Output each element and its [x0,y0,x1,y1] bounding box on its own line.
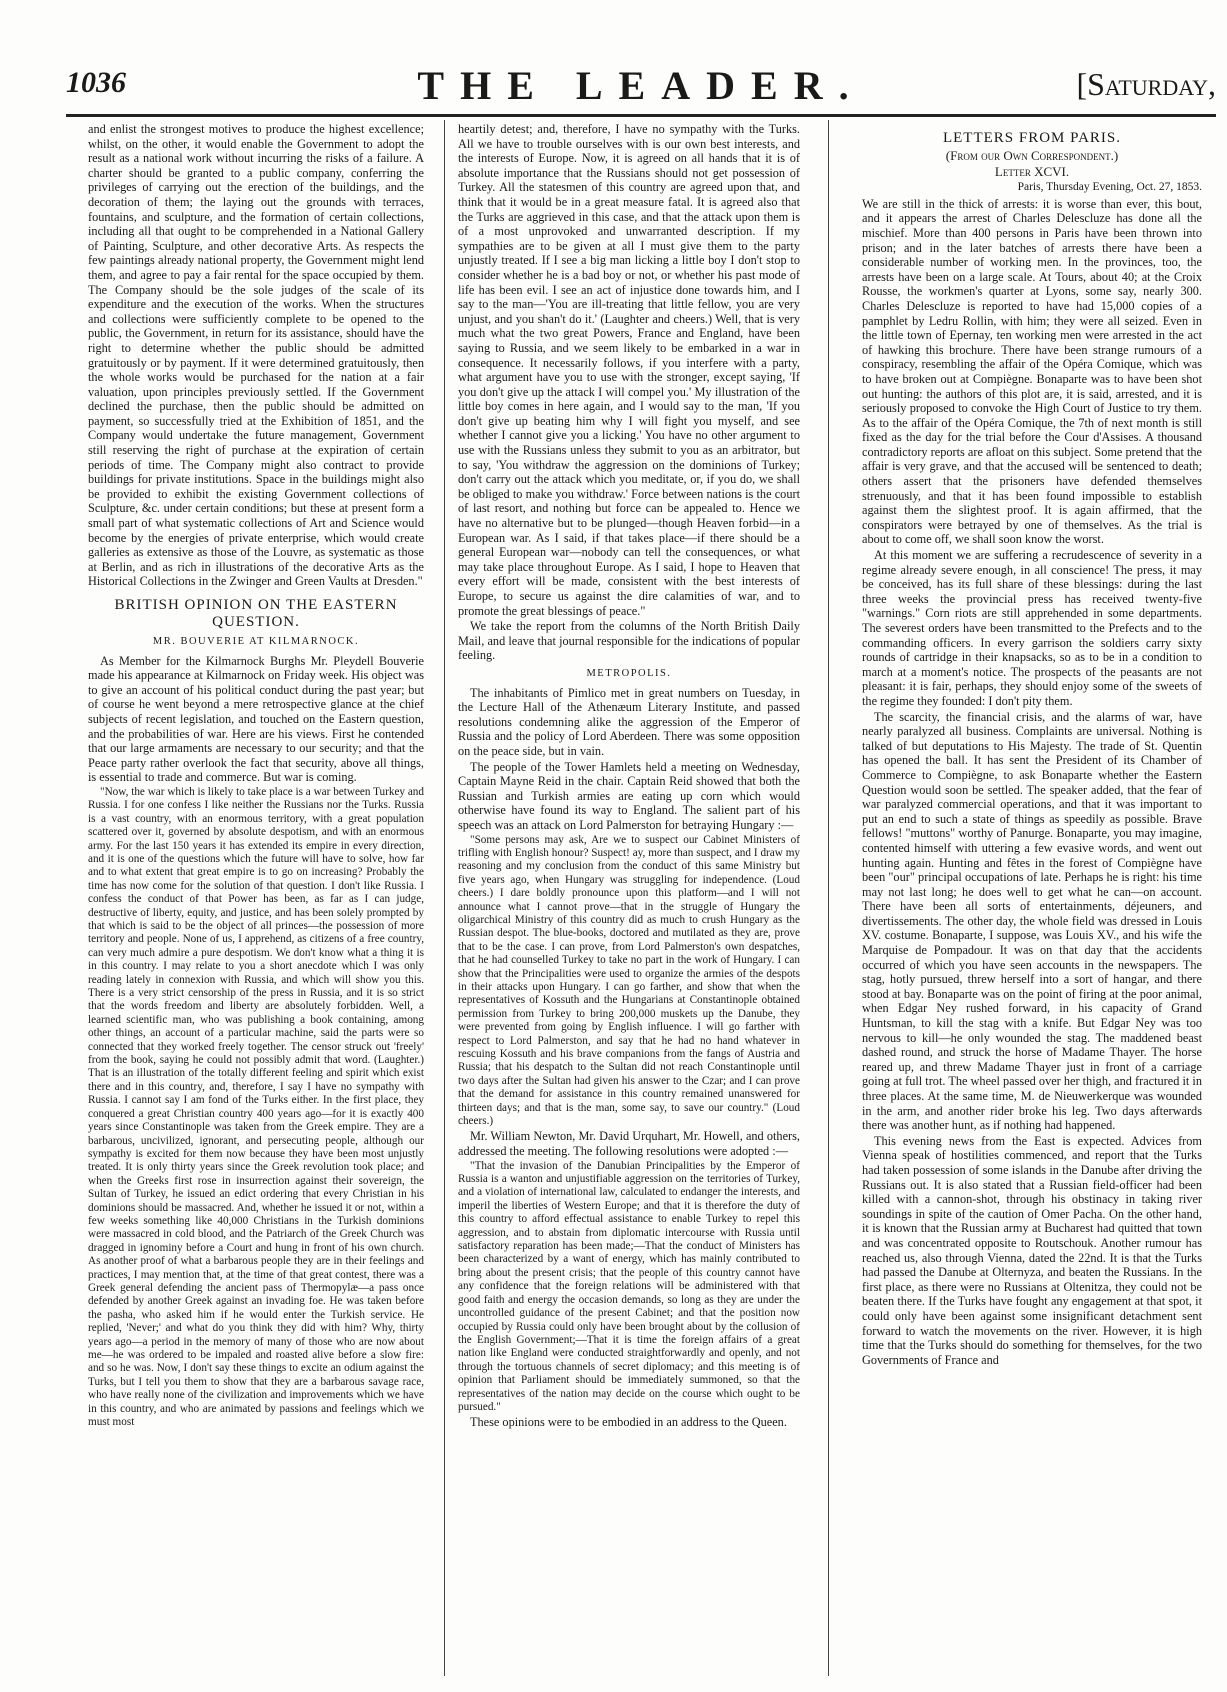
quoted-speech: "Some persons may ask, Are we to suspect our Cabinet Ministers of trifling with English honour? Suspect! ay, more than suspect, and I draw my reasoning and my conclusion from the conduct of this same Ministry but five years ago, when Hungary was struggling for independence. (Loud cheers.) I dare boldly pronounce upon this platform—and I will not announce what I cannot prove—that in the struggle of Hungary the oligarchical Ministry of this country did as much to crush Hungary as the Russian despot. The blue-books, doctored and mutilated as they are, prove that to be the case. I can prove, from Lord Palmerston's own despatches, that he had counselled Turkey to take no part in the work of Hungary. I can show that the Principalities were used to organize the armies of the despots in their attacks upon Hungary. I can go farther, and show that when the representatives of Kossuth and the Hungarians at Constantinople obtained permission from Turkey to bring 200,000 muskets up the Danube, they were prevented from going by English influence. I will go farther with respect to Lord Palmerston, and say that he had no hand whatever in rescuing Kossuth and his brave companions from the fangs of Austria and Russia; that his despatch to the Sultan did not reach Constantinople until two days after the Sultan had given his answer to the Czar; and I can prove that the demand for assistance in this country remained unanswered for thirteen days; and that is the man, some say, to save our country." (Loud cheers.) [458,833,800,1128]
article-paragraph: heartily detest; and, therefore, I have no sympathy with the Turks. All we have to trouble ourselves with is our own best interests, and the interests of Europe. Now, it is agreed on all hands that it is of absolute importance that the Russians should not get possession of Turkey. All the statesmen of this country are agreed upon that, and think that it would be in a great measure fatal. It is agreed also that the Turks are aggrieved in this case, and that the attack upon them is of a most unprovoked and unwarranted description. If my sympathies are to be given at all I must give them to the party unjustly treated. If I see a big man licking a little boy I don't stop to consider whether he is a bad boy or not, or whether his past mode of life has been evil. I see an act of injustice done towards him, and I say to the man—'You are ill-treating that little fellow, you are very unjust, and you shan't do it.' (Laughter and cheers.) Well, that is very much what the two great Powers, France and England, have been saying to Russia, and we seem likely to be embarked in a war in consequence. It necessarily follows, if you interfere with a party, what argument have you to use with the stronger, except saying, 'If you don't give up the attack I will compel you.' My illustration of the little boy comes in here again, and I would say to the man, 'If you don't give up beating him why I will fight you myself, and see whether I cannot give you a licking.' You have no other argument to use with the Russians unless they submit to you as an arbitrator, but to say, 'You withdraw the aggression on the dominions of Turkey; don't carry out the attack which you meditate, or, if you do, we shall be obliged to make you withdraw.' Force between nations is the court of last resort, and nothing but force can be appealed to. Hence we have no alternative but to be plunged—though Heaven forbid—in a European war. As I said, if that takes place—if there should be a general European war—nobody can tell the consequences, or what may take place throughout Europe. As I said, I hope to Heaven that every effort will be made, consistent with the best interests of Europe, to secure us against the dire calamities of war, and to promote the great blessings of peace." [458,122,800,618]
article-paragraph: and enlist the strongest motives to produce the highest excellence; whilst, on the other, it would enable the Government to adopt the result as a national work without incurring the risks of a failure. A charter should be granted to a public company, conferring the privileges of carrying out the erection of the buildings, and the decoration of them; the laying out the grounds with terraces, fountains, and sculpture, and the formation of certain collections, including all that ought to be comprehended in a National Gallery of Painting, Sculpture, and other decorative Arts. As respects the few paintings already national property, the Government might lend them, and agree to pay a fair rental for the space occupied by them. The Company should be the sole judges of the scale of its expenditure and the execution of the works. When the structures and collections were sufficiently complete to be opened to the public, the Government, in return for its assistance, should have the right to determine whether the public should be admitted gratuitously or by payment. If it were determined gratuitously, then the whole works would be purchased for the nation at a fair valuation, upon principles previously settled. If the Government declined the purchase, then the public should be admitted on payment, so successfully tried at the Exhibition of 1851, and the Company would undertake the future management, Government still reserving the right of purchase at the expiration of certain periods of time. The Company might also contract to provide buildings for private institutions. Space in the buildings might also be provided to exhibit the existing Government collections of Sculpture, &c. under certain conditions; but these at present form a small part of what systematic collections of Art and Science would become by the energies of private enterprise, which would create galleries as extensive as those of the Louvre, as systematic as those at Berlin, and as rich in illustrations of the decorative Arts as the Historical Collections in the Zwinger and Green Vaults at Dresden." [88,122,424,589]
article-paragraph: The inhabitants of Pimlico met in great numbers on Tuesday, in the Lecture Hall of the Athenæum Literary Institute, and passed resolutions condemning alike the aggression of the Emperor of Russia and the policy of Lord Aberdeen. There was some opposition on the peace side, but in vain. [458,685,800,758]
column-middle [458,122,800,1652]
masthead [66,62,1216,110]
article-paragraph: This evening news from the East is expected. Advices from Vienna speak of hostilities commenced, and report that the Turks had taken possession of some islands in the Danube after driving the Russians out. It is also stated that a Russian field-officer had been killed with a cannon-shot, through his obstinacy in taking river soundings in spite of the caution of Omer Pacha. On the other hand, it is known that the Russian army at Bucharest had quitted that town and was concentrated opposite to Routschouk. Another rumour has reached us, also through Vienna, dated the 22nd. It is that the Turks had passed the Danube at Olternyza, and beaten the Russians. In the first place, as there were no Russians at Oltenitza, they could not be beaten there. If the Turks have fought any engagement at that spot, it could only have been against some insignificant detachment sent forward to watch the movements on the river. However, it is high time that the Turks should do something for themselves, for the two Governments of France and [862,1133,1202,1367]
paper-title: THE LEADER. [417,63,865,108]
section-heading: METROPOLIS. [586,667,672,679]
article-paragraph: As Member for the Kilmarnock Burghs Mr. Pleydell Bouverie made his appearance at Kilmarnock on Friday week. His object was to give an account of his political conduct during the past year; but of course he went beyond a mere retrospective glance at the chief subjects of recent legislation, and touched on the Eastern question, and the probabilities of war. Here are his views. First he contended that our large armaments are necessary to our security; and that the Peace party rather overlook the fact that security, above all things, is essential to trade and commerce. But war is coming. [88,653,424,785]
page-number: 1036 [66,66,126,99]
column-right [862,122,1202,1652]
article-paragraph: Mr. William Newton, Mr. David Urquhart, Mr. Howell, and others, addressed the meeting. The following resolutions were adopted :— [458,1129,800,1159]
column-divider [444,120,445,1676]
letter-number: Letter XCVI. [994,163,1070,179]
correspondent-line: (From our Own Correspondent.) [945,148,1119,163]
article-paragraph: We take the report from the columns of the North British Daily Mail, and leave that journal responsible for the indications of popular feeling. [458,619,800,663]
section-heading: LETTERS FROM PARIS. [942,130,1122,146]
column-divider [828,120,829,1676]
column-left [88,122,424,1652]
article-paragraph: The scarcity, the financial crisis, and the alarms of war, have nearly paralyzed all business. Complaints are universal. Nothing is talked of but deputations to His Majesty. The trade of St. Quentin has opened the ball. It has sent the President of its Chamber of Commerce to Compiègne, to ask Bonaparte whether the Eastern Question would soon be settled. The speaker added, that the fear of war paralyzed commercial operations, and that it was important to put an end to such a state of things as speedily as possible. Brave fellows! "muttons" worthy of Panurge. Bonaparte, you may imagine, contented himself with uttering a few evasive words, and went out hunting again. Hunting and fêtes in the forest of Compiègne have been "our" principal occupations of late. Perhaps he is right: his time may not last long; he does well to get what he can—on account. There have been all sorts of entertainments, déjeuners, and divertissements. The other day, the whole field was dressed in Louis XV. costume. Bonaparte, I suppose, was Louis XV., and his wife the Marquise de Pompadour. It was on that day that the accidents occurred of which you have seen accounts in the newspapers. The stag, hotly pursued, threw herself into a sort of hangar, and there stood at bay. Bonaparte was on the point of firing at the poor animal, when Edgar Ney rushed forward, in his capacity of Grand Huntsman, to kill the stag with a knife. But Edgar Ney was too nervous to kill—he only wounded the stag. The maddened beast dashed round, and struck the horse of Madame Thayer. The horse reared up, and threw Madame Thayer just in front of a carriage going at full trot. The wheel passed over her thigh, and fractured it in three places. At the same time, M. de Nieuwerkerque was wounded in the arm, and another rider broke his leg. Two days afterwards there was another hunt, as if nothing had happened. [862,709,1202,1133]
article-paragraph: We are still in the thick of arrests: it is worse than ever, this bout, and it appears the arrest of Charles Delescluze has done all the mischief. More than 400 persons in Paris have been thrown into prison; and in the later batches of arrests there have been a considerable number of working men. In the provinces, too, the arrests have been on a large scale. At Tours, about 40; at the Croix Rousse, the workmen's quarter at Lyons, some say, nearly 300. Charles Delescluze is reported to have had 15,000 copies of a pamphlet by Ledru Rollin, with him; they were all seized. Even in the little town of Epernay, ten working men were arrested in the act of hawking this brochure. There have been strange rumours of a conspiracy, resembling the affair of the Opéra Comique, which was to have broken out at Compiègne. Bonaparte was to have been shot out hunting: the authors of this plot are, it is said, arrested, and it is seriously proposed to convoke the High Court of Justice to try them. As to the affair of the Opéra Comique, the 7th of next month is still fixed as the day for the trial before the Cour d'Assises. A thousand contradictory reports are afloat on this subject. Some pretend that the affair is very grave, and that the accused will be sentenced to death; others assert that the prisoners have defended themselves strenuously, and that it has been found impossible to establish against them the slightest proof. It is again affirmed, that the conspirators were betrayed by one of themselves. As the trial is about to come off, we shall soon know the worst. [862,196,1202,547]
quoted-speech: "Now, the war which is likely to take place is a war between Turkey and Russia. I for one confess I like neither the Russians nor the Turks. Russia is a vast country, with an enormous territory, with a great population scattered over it, governed by absolute despotism, and with an enormous army. For the last 150 years it has extended its empire in every direction, and it is one of the questions which the future will have to solve, how far and to what extent that great empire is to go on increasing? Probably the time has now come for the solution of that question. I don't like Russia. I confess the conduct of that Power has been, as far as I can judge, destructive of liberty, equity, and justice, and has been solely prompted by that which is said to be the object of all princes—the possession of more territory and people. None of us, I apprehend, as citizens of a free country, can very much admire a pure despotism. We don't know what a thing it is in this country. I may relate to you a short anecdote which I was only reading lately in connexion with Russia, and which will show you this. There is a very strict censorship of the press in Russia, and it is so strict that the words freedom and liberty are absolutely forbidden. Well, a learned scientific man, who was publishing a book containing, among other things, an account of a particular machine, said the parts were so connected that they worked freely together. The censor struck out 'freely' from the book, saying he could not possibly admit that word. (Laughter.) That is an illustration of the totally different feeling and spirit which exist there and in this country, and, therefore, I say I have no sympathy with Russia. I cannot say I am fond of the Turks either. In the first place, they conquered a great Christian country 400 years ago—for it is exactly 400 years since Constantinople was taken from the Greek empire. They are a barbarous, uncivilized, ignorant, and persecuting people, although our sympathy is excited for them now because they have been most unjustly treated. It is only thirty years since the Greek revolution took place; and when the Greeks first rose in insurrection against their sovereign, the Sultan of Turkey, he issued an edict ordering that every Christian in his dominions should be massacred. And, whether he issued it or not, within a few weeks something like 40,000 Christians in the Turkish dominions were massacred in cold blood, and the Patriarch of the Greek Church was dragged in ignominy before a Court and hung in front of his own church. As another proof of what a barbarous people they are in their feelings and practices, I may mention that, at the time of that great contest, there was a Greek general defending the ancient pass of Thermopylæ—a pass once defended by another Greek against an invading foe. He was taken before the pasha, who asked him if he would enter the Turkish service. He replied, 'Never;' and what do you think they did with him? Why, thirty years ago—a period in the memory of many of those who are now about me—he was ordered to be impaled and roasted alive before a slow fire: and so he was. Now, I don't say these things to excite an odium against the Turks, but I tell you them to show that they are a barbarous savage race, who have really none of the civilization and improvements which we have in this country, and who are animated by passions and feelings which we must most [88,785,424,1429]
issue-day: [Saturday, [1076,66,1216,102]
header-rule [66,114,1216,117]
article-paragraph: At this moment we are suffering a recrudescence of severity in a regime already severe enough, in all conscience! The press, it may be conceived, has its full share of these blessings: during the last three weeks the provincial press has received twenty-five "warnings." Corn riots are still apprehended in some departments. The severest orders have been transmitted to the Prefects and to the commanding officers. In every garrison the soldiers carry sixty rounds of cartridge in their knapsacks, so as to be in a condition to march at a moment's notice. The prospects of the peasants are not pleasant: it is fair, perhaps, they should enjoy some of the sweets of the regime they founded: I don't pity them. [862,548,1202,708]
section-heading: BRITISH OPINION ON THE EASTERN QUESTION. [114,597,398,630]
dateline: Paris, Thursday Evening, Oct. 27, 1853. [1017,181,1202,194]
article-paragraph: These opinions were to be embodied in an address to the Queen. [470,1415,787,1430]
section-subheading: MR. BOUVERIE AT KILMARNOCK. [152,636,360,647]
resolution-text: "That the invasion of the Danubian Principalities by the Emperor of Russia is a wanton and unjustifiable aggression on the territories of Turkey, and a violation of international law, calculated to endanger the interests, and imperil the liberties of Western Europe; and that it is therefore the duty of this country to afford effectual assistance to enable Turkey to repel this aggression, and to abstain from diplomatic intercourse with Russia until satisfactory reparation has been made;—That the conduct of Ministers has been characterized by a want of energy, which has mainly contributed to bring about the present crisis; that the people of this country cannot have any confidence that the foreign relations will be administered with that good faith and energy the occasion demands, so long as they are under the uncontrolled guidance of the present Cabinet; and that the position now occupied by Russia could only have been brought about by the collusion of the English Government;—That it is time the foreign affairs of a great nation like England were conducted straightforwardly and openly, and not through the tortuous channels of secret diplomacy; and this meeting is of opinion that Parliament should be immediately summoned, so that the representatives of the nation may decide on the course which ought to be pursued." [458,1159,800,1413]
article-paragraph: The people of the Tower Hamlets held a meeting on Wednesday, Captain Mayne Reid in the chair. Captain Reid showed that both the Russian and Turkish armies are eating up corn which would otherwise have found its way to England. The salient part of his speech was an attack on Lord Palmerston for betraying Hungary :— [458,759,800,832]
